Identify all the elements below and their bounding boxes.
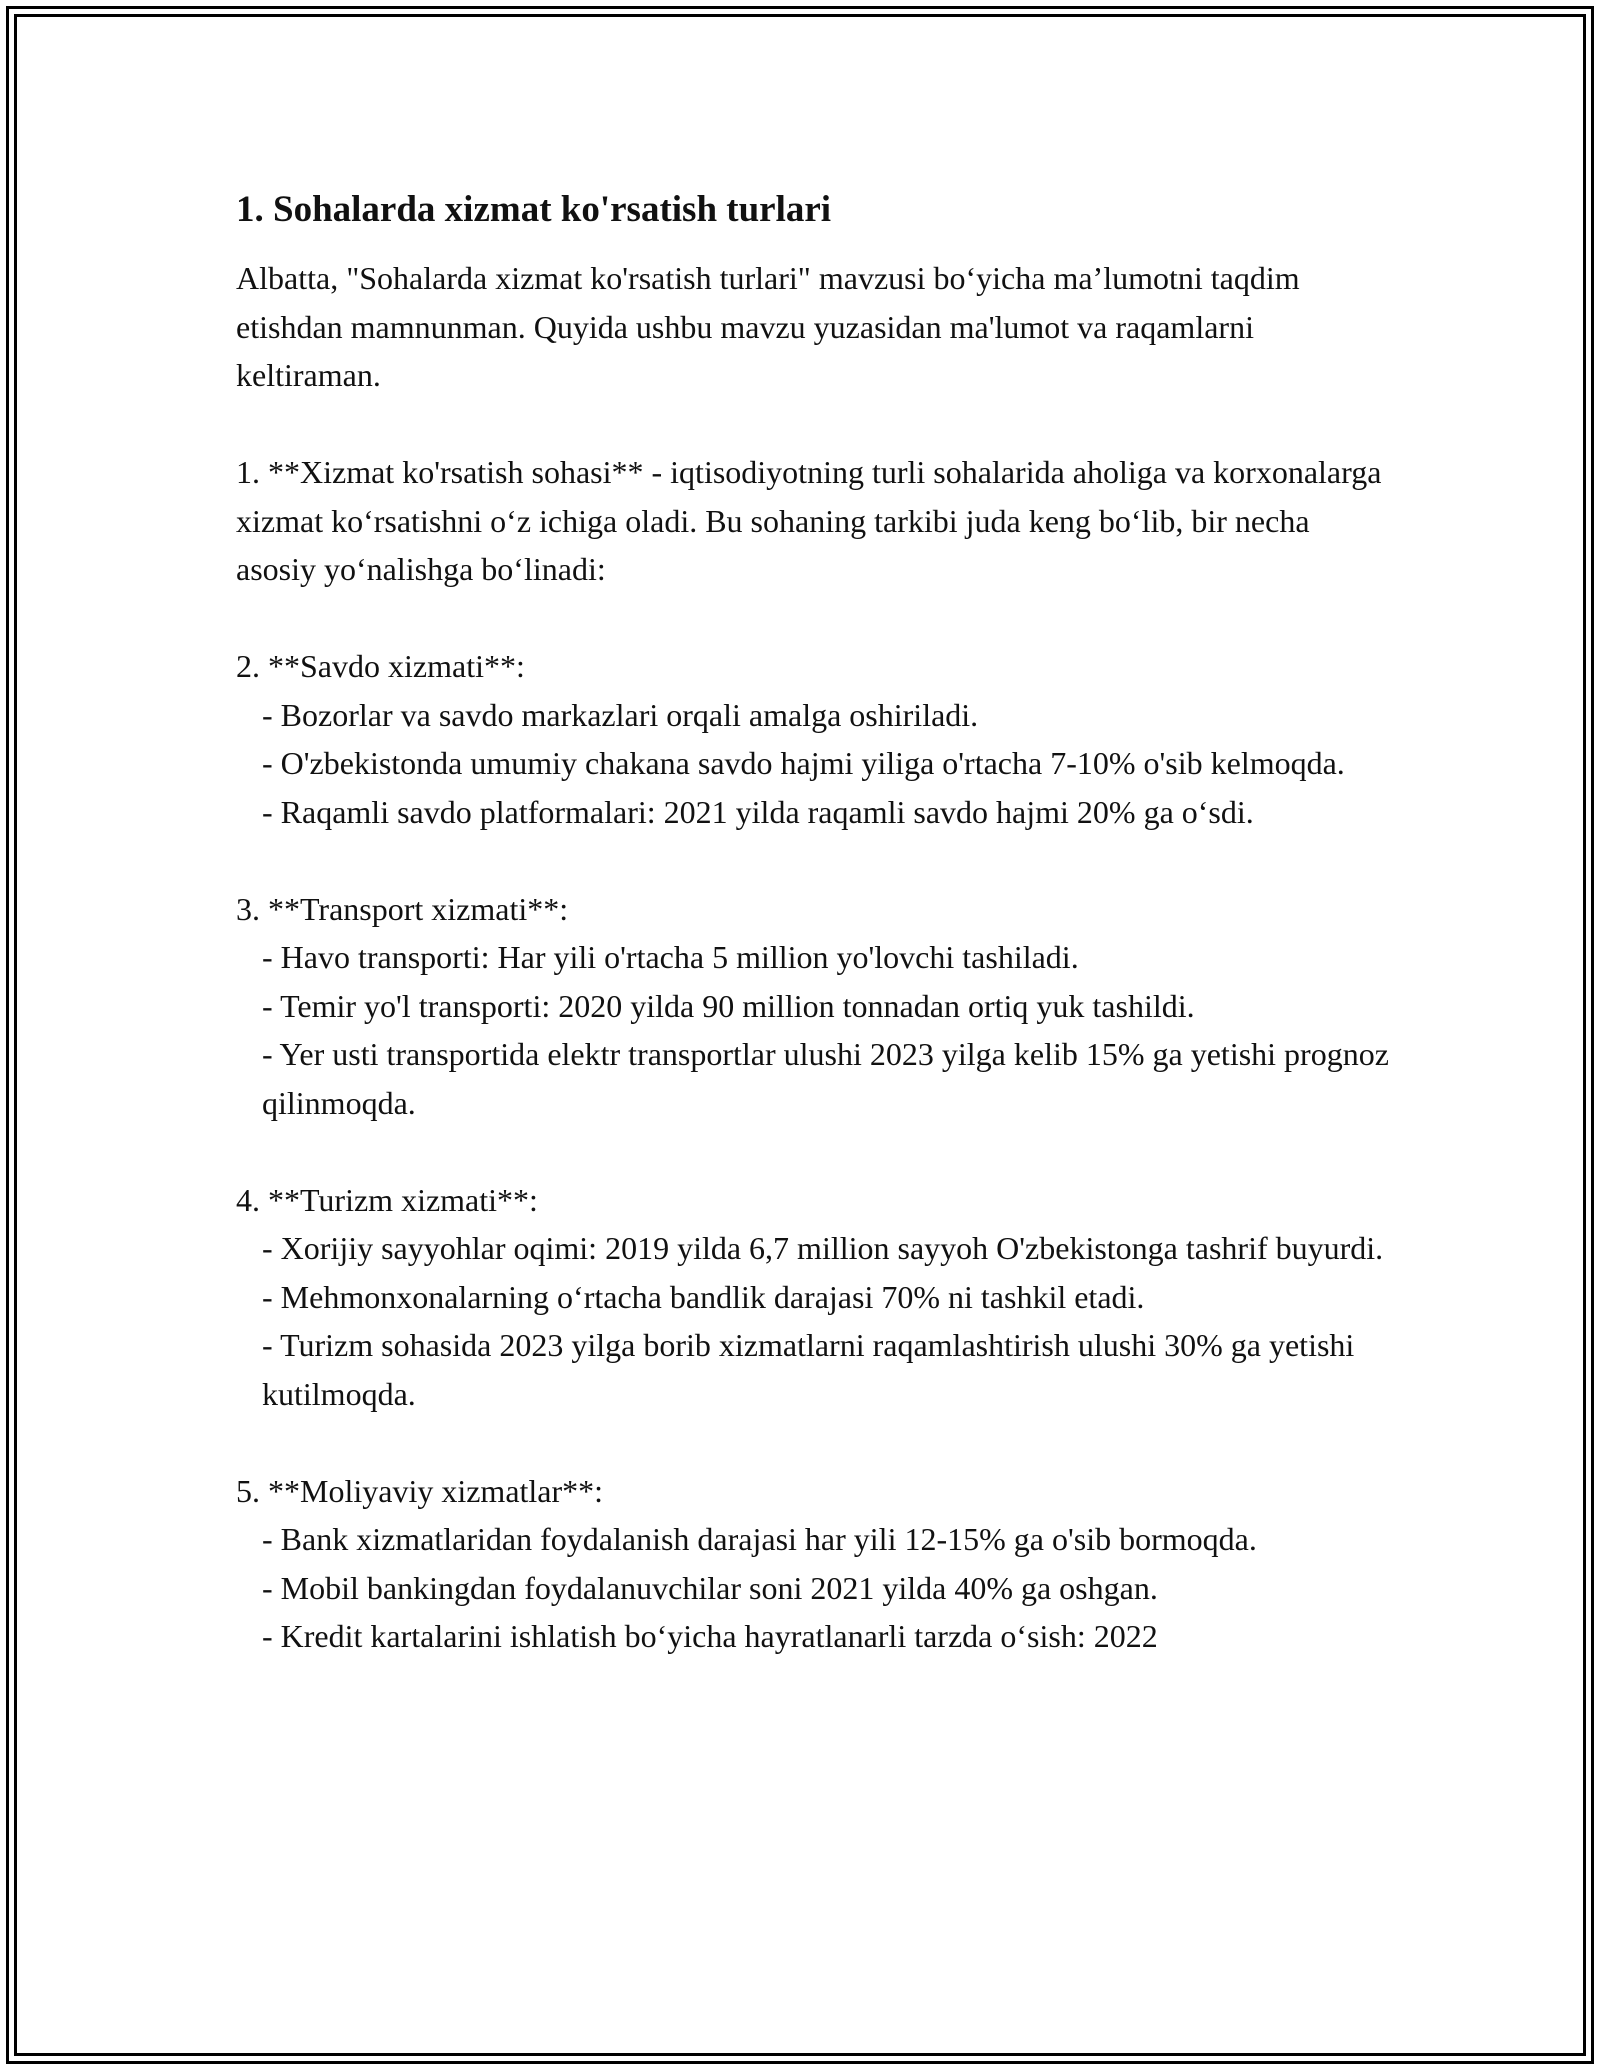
paragraph-gap — [236, 1418, 1396, 1467]
section-4-heading: 4. **Turizm xizmati**: — [236, 1181, 538, 1218]
document-body — [236, 186, 1396, 1661]
section-3-item: - Yer usti transportida elektr transportlar ulushi 2023 yilga kelib 15% ga yetishi prognoz qilinmoqda. — [262, 1036, 1397, 1121]
section-4-item: - Turizm sohasida 2023 yilga borib xizmatlarni raqamlashtirish ulushi 30% ga yetishi kutilmoqda. — [262, 1327, 1363, 1412]
section-2-item: - Bozorlar va savdo markazlari orqali amalga oshiriladi. — [262, 696, 979, 733]
section-1-paragraph: 1. **Xizmat ko'rsatish sohasi** - iqtisodiyotning turli sohalarida aholiga va korxonalarga xizmat ko‘rsatishni o‘z ichiga oladi. Bu sohaning tarkibi juda keng bo‘lib, bir necha asosiy yo‘nalishga bo‘linadi: — [236, 454, 1390, 587]
section-5-heading: 5. **Moliyaviy xizmatlar**: — [236, 1472, 604, 1509]
section-4-item: - Mehmonxonalarning o‘rtacha bandlik darajasi 70% ni tashkil etadi. — [262, 1278, 1145, 1315]
section-5-item: - Kredit kartalarini ishlatish bo‘yicha hayratlanarli tarzda o‘sish: 2022 — [262, 1618, 1158, 1654]
paragraph-gap — [236, 836, 1396, 885]
section-3-heading: 3. **Transport xizmati**: — [236, 890, 569, 927]
document-title: 1. Sohalarda xizmat ko'rsatish turlari — [236, 189, 832, 230]
section-3-item: - Temir yo'l transporti: 2020 yilda 90 million tonnadan ortiq yuk tashildi. — [262, 987, 1195, 1024]
paragraph-gap — [236, 594, 1396, 643]
section-5-item: - Bank xizmatlaridan foydalanish darajasi har yili 12-15% ga o'sib bormoqda. — [262, 1521, 1257, 1557]
paragraph-gap — [236, 1127, 1396, 1176]
section-2-heading: 2. **Savdo xizmati**: — [236, 648, 525, 684]
intro-paragraph: Albatta, "Sohalarda xizmat ko'rsatish turlari" mavzusi bo‘yicha ma’lumotni taqdim etishdan mamnunman. Quyida ushbu mavzu yuzasidan ma'lumot va raqamlarni keltiraman. — [236, 260, 1308, 393]
section-5-item: - Mobil bankingdan foydalanuvchilar soni 2021 yilda 40% ga oshgan. — [262, 1569, 1158, 1606]
section-3-item: - Havo transporti: Har yili o'rtacha 5 million yo'lovchi tashiladi. — [262, 939, 1079, 975]
paragraph-gap — [236, 400, 1396, 449]
section-4-item: - Xorijiy sayyohlar oqimi: 2019 yilda 6,7 million sayyoh O'zbekistonga tashrif buyurdi. — [262, 1230, 1384, 1266]
section-2-item: - O'zbekistonda umumiy chakana savdo hajmi yiliga o'rtacha 7-10% o'sib kelmoqda. — [262, 745, 1345, 781]
section-2-item: - Raqamli savdo platformalari: 2021 yilda raqamli savdo hajmi 20% ga o‘sdi. — [262, 793, 1254, 830]
